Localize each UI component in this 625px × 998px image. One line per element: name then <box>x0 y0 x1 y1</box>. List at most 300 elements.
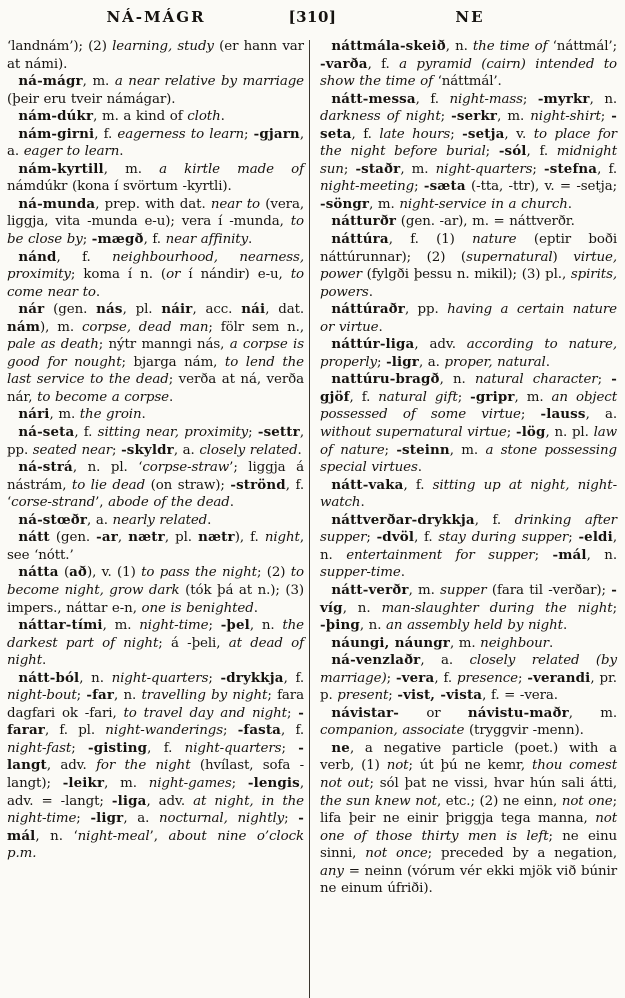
body-text: , f. <box>526 144 557 160</box>
headword-text: -ligr <box>386 353 419 370</box>
gloss-text: at night, in the night-time <box>7 793 304 827</box>
headword-text: að <box>69 564 88 581</box>
gloss-text: at dead of night <box>7 635 304 669</box>
body-text: , n. <box>586 547 617 563</box>
gloss-text: night-meal <box>77 828 150 844</box>
body-text: (fara til -verðar); <box>486 582 612 598</box>
headword-text: ná-strá <box>18 459 73 476</box>
body-text: , adv. = -langt; <box>7 775 304 809</box>
body-text: , m. <box>514 389 552 405</box>
body-text: , f. <box>434 670 458 686</box>
headword-text: nætr <box>128 529 165 546</box>
body-text: ; sól þat ne vissi, hvar hún sali átti, <box>369 775 617 791</box>
headword-text: -sól <box>498 143 527 160</box>
body-text: , f. <box>281 723 304 739</box>
gloss-text: a near relative by marriage <box>114 74 304 90</box>
gloss-text: neighbourhood, nearness, proximity <box>7 249 304 283</box>
dictionary-entry <box>7 564 304 617</box>
gloss-text: night-quarters <box>111 670 209 686</box>
body-text: ; koma í n. ( <box>70 267 167 283</box>
body-text: , n. <box>359 618 387 634</box>
body-text: , f. <box>403 477 433 493</box>
gloss-text: thou comest not out <box>320 758 617 791</box>
body-text: ; <box>532 161 545 177</box>
gloss-text: night-service in a church <box>399 196 568 212</box>
gloss-text: learning, study <box>112 39 214 54</box>
gloss-text: man-slaughter during the night <box>381 600 613 616</box>
gloss-text: or <box>166 267 181 283</box>
headword-text: -far <box>86 687 115 704</box>
body-text: ; <box>457 389 471 405</box>
gloss-text: night-shirt <box>530 109 601 125</box>
body-text: , f. <box>74 425 98 441</box>
body-text: , m. <box>408 582 441 598</box>
body-text: , f. pl. <box>44 723 106 739</box>
headword-text: nár <box>18 301 45 318</box>
body-text: , m. <box>497 109 531 125</box>
gloss-text: nearly related <box>112 512 208 528</box>
body-text: ; <box>76 688 87 704</box>
body-text: , m. <box>102 618 140 634</box>
gloss-text: to travel day and night <box>123 705 287 721</box>
headword-text: nám-kyrtill <box>18 160 104 177</box>
body-text: , m. <box>104 775 149 791</box>
body-text: ’, <box>95 495 109 511</box>
dictionary-entry <box>7 406 304 424</box>
body-text: , f. <box>56 249 113 265</box>
headword-text: -strönd <box>230 476 286 493</box>
page-header <box>0 8 625 34</box>
body-text: . <box>141 407 146 423</box>
left-column <box>7 38 304 863</box>
dictionary-entry <box>320 38 617 91</box>
dictionary-entry <box>7 512 304 530</box>
body-text: ; <box>281 740 299 756</box>
gloss-text: abode of the dead <box>108 495 230 511</box>
body-text: , v. <box>504 126 534 142</box>
body-text: , m. <box>49 407 80 423</box>
headword-text: nátt-verðr <box>331 581 409 598</box>
headword-text: nattúru-bragð <box>331 371 440 388</box>
body-text: , n. <box>439 372 475 388</box>
body-text: ; <box>384 442 397 458</box>
gloss-text: an assembly held by night <box>386 618 563 634</box>
body-text: . <box>297 442 302 458</box>
body-text: ; <box>485 144 499 160</box>
body-text: , n. pl. <box>545 425 594 441</box>
body-text: . <box>95 284 101 300</box>
dictionary-entry <box>320 91 617 214</box>
headword-text: náungi, náungr <box>331 634 450 651</box>
gloss-text: drinking after supper <box>320 512 617 546</box>
headword-text: nás <box>96 301 123 318</box>
body-text: ; út þú ne kemr, <box>408 758 532 774</box>
body-text: , n. pl. ‘ <box>72 460 143 476</box>
body-text: , etc.; (2) ne einn, <box>436 793 562 809</box>
body-text: , see ‘nótt.’ <box>7 530 304 563</box>
headword-text: ná-mágr <box>18 73 83 90</box>
body-text: (gen. -ar), m. = náttverðr. <box>396 214 575 230</box>
body-text: ; (2) <box>256 565 291 581</box>
body-text: ; preceded by a negation, <box>427 846 617 862</box>
body-text: (gen. <box>44 302 97 318</box>
body-text: , a. <box>418 354 445 370</box>
body-text: . <box>41 653 47 669</box>
body-text: or <box>399 705 468 721</box>
gloss-text: a stone possessing special virtues <box>320 442 617 476</box>
header-guide-word-left: NÁ-MÁGR <box>106 8 206 26</box>
body-text: . <box>378 319 383 335</box>
gloss-text: one is benighted <box>141 600 254 616</box>
body-text: , m. <box>449 442 486 458</box>
gloss-text: not one <box>561 793 613 809</box>
body-text: ‘landnám’); (2) <box>7 39 113 54</box>
body-text: ; <box>517 670 528 686</box>
page-number: [310] <box>288 8 337 26</box>
gloss-text: seated near <box>32 442 113 458</box>
gloss-text: night <box>264 530 300 546</box>
body-text: ; <box>208 618 221 634</box>
headword-text: -þel <box>220 617 250 634</box>
headword-text: nátt-messa <box>331 90 416 107</box>
headword-text: -setja <box>462 125 505 142</box>
headword-text: náttúra <box>331 231 389 248</box>
gloss-text: night-quarters <box>435 161 533 177</box>
body-text: . <box>119 144 124 160</box>
gloss-text: near to <box>210 196 260 212</box>
body-text: , <box>117 530 129 546</box>
body-text: ; <box>386 670 396 686</box>
body-text: ; ne einu sinni, <box>320 828 617 862</box>
headword-text: -verandi <box>527 669 591 686</box>
dictionary-entry <box>7 670 304 863</box>
gloss-text: pale as death <box>7 337 99 353</box>
gloss-text: midnight sun <box>320 144 617 177</box>
body-text: , n. <box>320 530 617 563</box>
gloss-text: night-time <box>139 618 209 634</box>
body-text: , dat. <box>265 302 305 318</box>
dictionary-entry <box>7 617 304 670</box>
headword-text: -fasta <box>237 722 282 739</box>
headword-text: -skyldr <box>121 441 174 458</box>
headword-text: nátt-ból <box>18 669 80 686</box>
body-text: ( <box>58 565 70 581</box>
dictionary-entry <box>320 652 617 705</box>
headword-text: nætr <box>198 529 235 546</box>
dictionary-entry <box>7 301 304 406</box>
gloss-text: to pass the night <box>141 565 257 581</box>
headword-text: -gisting <box>88 739 148 756</box>
body-text: (tryggvir -menn). <box>464 723 584 739</box>
body-text: (fylgði þessu n. mikil); (3) pl., <box>361 267 571 283</box>
dictionary-entry <box>7 38 304 73</box>
body-text: ; <box>76 811 91 827</box>
headword-text: návistar- <box>331 704 400 721</box>
gloss-text: the groin <box>79 407 142 423</box>
dictionary-entry <box>7 126 304 161</box>
body-text: ; nýtr manngi nás, <box>98 337 230 353</box>
body-text: (on straw); <box>145 477 231 493</box>
body-text: ; <box>82 232 92 248</box>
headword-text: nátta <box>18 564 59 581</box>
gloss-text: late hours <box>379 126 451 142</box>
gloss-text: corse-strand <box>11 495 96 511</box>
body-text: , adv. <box>46 758 97 774</box>
body-text: , f. <box>94 126 118 142</box>
body-text: = neinn (vórum vér ekki mjök við búnir ne einum úfriði). <box>320 863 617 897</box>
headword-text: -varða <box>320 55 368 72</box>
dictionary-entry <box>7 196 304 249</box>
gloss-text: night-mass <box>449 91 523 107</box>
dictionary-entry <box>320 477 617 512</box>
gloss-text: entertainment for supper <box>346 547 535 563</box>
body-text: , m. <box>568 705 617 721</box>
dictionary-entry <box>7 249 304 302</box>
body-text: ; <box>414 179 424 195</box>
headword-text: -farar <box>7 704 304 739</box>
body-text: , f. <box>367 56 400 72</box>
gloss-text: having a certain nature or virtue <box>320 302 618 335</box>
body-text: . <box>400 565 405 581</box>
gloss-text: night-games <box>148 775 232 791</box>
body-text: , a negative particle (poet.) with a verb, (1) <box>320 740 617 774</box>
body-text: . <box>562 618 568 634</box>
dictionary-entry <box>320 635 617 653</box>
dictionary-entry <box>7 161 304 196</box>
gloss-text: sitting near, proximity <box>97 425 249 441</box>
body-text: , f. <box>351 126 380 142</box>
body-text: (gen. <box>49 530 97 546</box>
gloss-text: an object possessed of some virtue <box>320 389 617 423</box>
body-text: . <box>229 495 234 511</box>
headword-text: -gjöf <box>320 371 617 405</box>
body-text: ; lifa þeir ne einir þriggja tega manna, <box>320 793 617 827</box>
body-text: , a. <box>7 126 304 160</box>
body-text: ; <box>244 126 254 142</box>
body-text: ; <box>440 109 452 125</box>
gloss-text: eager to learn <box>23 144 120 160</box>
body-text: , pp. <box>7 425 304 458</box>
headword-text: náttar-tími <box>18 617 103 634</box>
headword-text: -seta <box>320 108 617 142</box>
headword-text: nám-girni <box>18 125 95 142</box>
headword-text: -leikr <box>62 774 105 791</box>
body-text: , f. <box>415 91 450 107</box>
body-text: (hvílast, sofa -langt); <box>7 758 305 791</box>
body-text: , f. = -vera. <box>482 688 558 704</box>
body-text: , n. <box>445 39 473 54</box>
body-text: (vera, liggja, vita -munda e-u); vera í -munda, <box>7 196 304 230</box>
gloss-text: natural character <box>474 372 598 388</box>
gloss-text: night-meeting <box>320 179 415 195</box>
headword-text: nám <box>7 318 41 335</box>
headword-text: -staðr <box>355 160 401 177</box>
body-text: , pl. <box>122 302 162 318</box>
headword-text: -þing <box>320 617 360 634</box>
body-text: ; <box>534 547 553 563</box>
gloss-text: to become night, grow dark <box>7 565 305 598</box>
body-text: , n. <box>342 600 382 616</box>
column-divider <box>309 40 310 998</box>
headword-text: náttverðar-drykkja <box>331 511 475 528</box>
gloss-text: to lie dead <box>71 477 146 493</box>
headword-text: -sæta <box>423 178 466 195</box>
headword-text: náttúr-liga <box>331 336 415 353</box>
dictionary-entry <box>7 459 304 512</box>
body-text: (-tta, -ttr), v. = -setja; <box>465 179 617 195</box>
body-text: , a. <box>123 811 160 827</box>
body-text: , n. <box>114 688 142 704</box>
right-column <box>320 38 617 898</box>
gloss-text: near affinity <box>165 232 249 248</box>
headword-text: -ligr <box>90 810 124 827</box>
body-text: ; fara dagfari ok -fari, <box>7 688 304 721</box>
headword-text: -serkr <box>451 108 498 125</box>
gloss-text: virtue, power <box>320 249 618 283</box>
body-text: . <box>168 389 174 405</box>
body-text: (þeir eru tveir námágar). <box>7 91 176 107</box>
gloss-text: stay during supper <box>438 530 569 546</box>
body-text: . <box>417 460 422 476</box>
dictionary-entry <box>320 301 617 336</box>
dictionary-entry <box>7 424 304 459</box>
headword-text: -mál <box>552 546 587 563</box>
body-text: ; <box>376 354 387 370</box>
gloss-text: corpse-straw <box>142 460 230 476</box>
headword-text: -vist, -vista <box>397 687 483 704</box>
body-text: ; <box>112 442 122 458</box>
dictionary-entry <box>320 705 617 740</box>
gloss-text: cloth <box>187 109 221 125</box>
body-text: , f. <box>349 389 379 405</box>
body-text: ; <box>600 109 612 125</box>
headword-text: návistu-maðr <box>467 704 569 721</box>
headword-text: nátt-vaka <box>331 476 404 493</box>
headword-text: nátt <box>18 529 50 546</box>
body-text: ; <box>286 705 299 721</box>
gloss-text: according to nature, properly <box>320 337 617 370</box>
body-text: , a. <box>173 442 200 458</box>
body-text: . <box>248 232 253 248</box>
gloss-text: night-quarters <box>184 740 282 756</box>
gloss-text: a kirtle made of <box>159 161 304 177</box>
headword-text: -steinn <box>396 441 450 458</box>
gloss-text: neighbour <box>480 635 549 651</box>
gloss-text: corpse, dead man <box>81 319 209 335</box>
headword-text: -lög <box>515 424 546 441</box>
body-text: , f. (1) <box>388 232 473 248</box>
gloss-text: night-bout <box>7 688 77 704</box>
body-text: ; <box>223 723 238 739</box>
gloss-text: present <box>337 688 389 704</box>
body-text: ; <box>208 670 221 686</box>
gloss-text: any <box>320 863 344 879</box>
body-text: . <box>220 109 225 125</box>
body-text: , n. ‘ <box>35 828 78 844</box>
body-text: , m. <box>103 161 160 177</box>
body-text: ; á -þeli, <box>158 635 229 651</box>
body-text: ; fölr sem n., <box>208 319 304 335</box>
gloss-text: to come near to <box>7 267 304 300</box>
body-text: , pr. p. <box>320 670 617 704</box>
body-text: ; <box>506 425 516 441</box>
body-text: ; <box>597 372 612 388</box>
body-text: ; <box>284 811 299 827</box>
body-text: ; verða at ná, verða nár, <box>7 372 304 405</box>
body-text: , acc. <box>192 302 242 318</box>
body-text: . <box>368 284 373 300</box>
headword-text: nám-dúkr <box>18 108 94 125</box>
body-text: . <box>253 600 258 616</box>
gloss-text: to lend the last service to the dead <box>7 354 304 388</box>
gloss-text: supper-time <box>320 565 401 581</box>
headword-text: -eldi <box>578 529 613 546</box>
dictionary-entry <box>320 231 617 301</box>
body-text: ; <box>388 688 398 704</box>
headword-text: -drykkja <box>220 669 284 686</box>
gloss-text: the sun knew not <box>320 793 437 809</box>
gloss-text: supernatural <box>466 249 553 265</box>
dictionary-entry <box>320 512 617 582</box>
body-text: ) <box>552 249 574 265</box>
headword-text: ná-seta <box>18 424 75 441</box>
dictionary-entry <box>7 108 304 126</box>
body-text: , pl. <box>164 530 199 546</box>
headword-text: -lengis <box>247 774 300 791</box>
body-text: (tók þá at n.); (3) impers., náttar e-n, <box>7 582 304 616</box>
header-guide-word-right: NE <box>455 8 485 26</box>
headword-text: -ar <box>96 529 118 546</box>
gloss-text: companion, associate <box>320 723 465 739</box>
body-text: , pp. <box>404 302 448 318</box>
gloss-text: law of nature <box>320 425 618 458</box>
headword-text: -mál <box>7 810 305 844</box>
gloss-text: to become a corpse <box>37 389 169 405</box>
body-text: ; <box>568 530 579 546</box>
body-text: námdúkr (kona í svörtum -kyrtli). <box>7 179 232 195</box>
body-text: , m. <box>369 196 400 212</box>
body-text: ; bjarga nám, <box>121 354 225 370</box>
body-text: (eptir boði náttúrunnar); (2) ( <box>320 232 617 265</box>
body-text: . <box>545 354 550 370</box>
body-text: í nándir) e-u, <box>180 267 291 283</box>
gloss-text: nocturnal, nightly <box>159 811 285 827</box>
headword-text: -mægð <box>91 231 144 248</box>
headword-text: náttúraðr <box>331 301 405 318</box>
gloss-text: for the night <box>96 758 191 774</box>
gloss-text: the darkest part of night <box>7 618 304 651</box>
headword-text: nári <box>18 406 50 423</box>
body-text: . <box>360 495 365 511</box>
body-text: , prep. with dat. <box>95 196 211 212</box>
body-text: ; <box>231 775 248 791</box>
body-text: ), v. (1) <box>87 565 142 581</box>
body-text: ; <box>522 91 538 107</box>
headword-text: -lauss <box>540 406 586 423</box>
gloss-text: closely related <box>199 442 298 458</box>
body-text: , f. <box>414 530 439 546</box>
body-text: , m. <box>400 161 436 177</box>
body-text: , n. <box>79 670 112 686</box>
body-text: , m. a kind of <box>93 109 188 125</box>
body-text: ; <box>366 530 377 546</box>
body-text: ‘náttmál’; <box>547 39 617 54</box>
gloss-text: closely related (by marriage) <box>320 653 617 686</box>
gloss-text: eagerness to learn <box>117 126 245 142</box>
body-text: ‘náttmál’. <box>432 74 502 90</box>
headword-text: -liga <box>111 792 147 809</box>
body-text: , f. <box>474 512 515 528</box>
